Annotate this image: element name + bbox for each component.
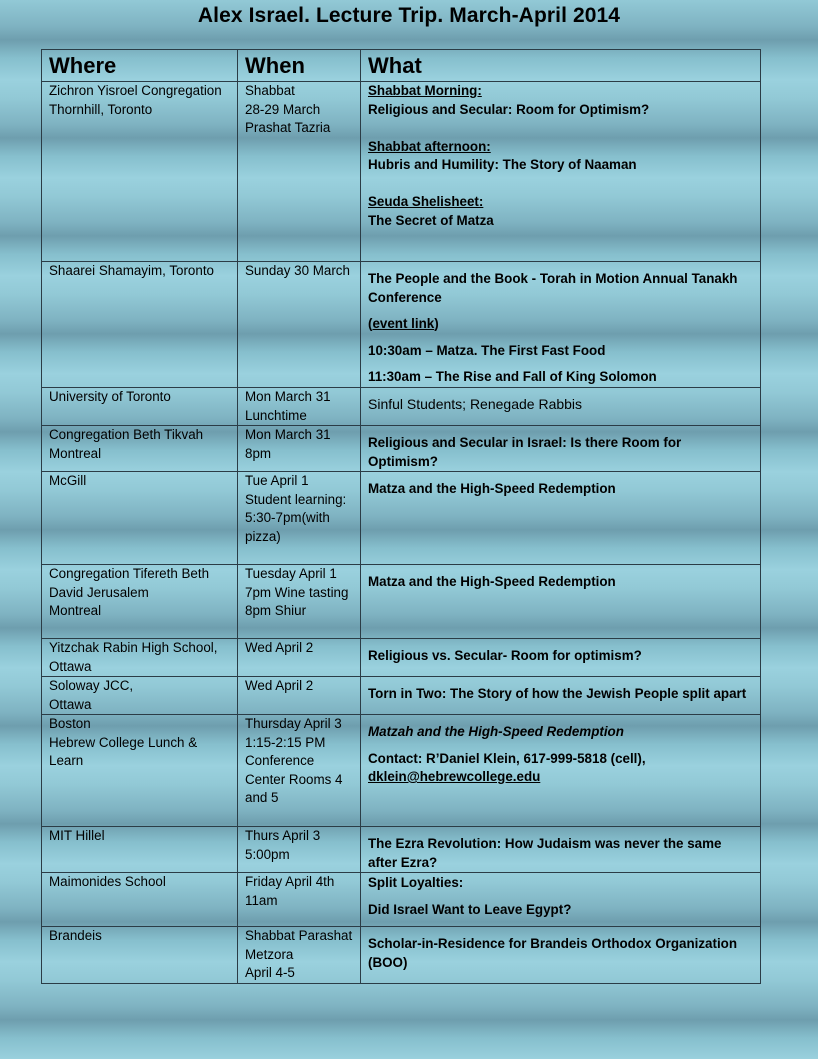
where-line: Congregation Tifereth Beth: [49, 566, 210, 581]
when-line: 28-29 March: [245, 101, 321, 117]
where-line: Brandeis: [49, 928, 102, 943]
what-cell: [361, 927, 761, 984]
header-when: When: [238, 50, 361, 82]
table-row: [42, 262, 761, 388]
page-title: Alex Israel. Lecture Trip. March-April 2014: [197, 4, 621, 27]
lecture-title: Religious and Secular in Israel: Is there Room for Optimism?: [368, 435, 682, 469]
when-cell: [238, 715, 361, 827]
when-line: 7pm Wine tasting: [245, 584, 349, 600]
table-row: [42, 426, 761, 472]
when-line: Tuesday April 1: [245, 566, 337, 581]
table-header-row: [42, 50, 761, 82]
where-cell: [42, 426, 238, 472]
what-cell: [361, 827, 761, 873]
when-line: Lunchtime: [245, 407, 307, 423]
lecture-title: 11:30am – The Rise and Fall of King Solomon: [368, 369, 657, 384]
table-row: [42, 927, 761, 984]
when-cell: [238, 426, 361, 472]
lecture-title: (BOO): [368, 954, 408, 970]
where-line: Ottawa: [49, 696, 92, 712]
when-line: Shabbat: [245, 83, 295, 98]
when-line: 5:00pm: [245, 846, 290, 862]
lecture-title: Scholar-in-Residence for Brandeis Orthodox Organization: [368, 936, 738, 951]
where-line: Congregation Beth Tikvah: [49, 427, 204, 442]
table-row: [42, 677, 761, 715]
what-cell: [361, 873, 761, 927]
what-cell: [361, 426, 761, 472]
contact-line: Contact: R’Daniel Klein, 617-999-5818 (cell),: [368, 750, 646, 766]
lecture-title: The People and the Book - Torah in Motion Annual Tanakh: [368, 271, 738, 286]
when-line: Conference: [245, 753, 315, 768]
table-row: [42, 873, 761, 927]
table-row: [42, 715, 761, 827]
where-line: Montreal: [49, 603, 102, 618]
what-cell: [361, 388, 761, 426]
where-line: Thornhill, Toronto: [49, 101, 153, 117]
where-line: Shaarei Shamayim, Toronto: [49, 263, 214, 278]
session-heading: Shabbat Morning:: [368, 83, 482, 98]
what-cell: [361, 472, 761, 565]
when-line: 1:15-2:15 PM: [245, 734, 326, 750]
where-line: MIT Hillel: [49, 828, 105, 843]
when-cell: [238, 262, 361, 388]
where-cell: [42, 677, 238, 715]
when-line: Thurs April 3: [245, 828, 321, 843]
when-cell: [238, 677, 361, 715]
paren-open: (: [368, 316, 373, 331]
when-cell: [238, 472, 361, 565]
when-line: Center Rooms 4: [245, 771, 343, 787]
when-line: and 5: [245, 790, 279, 805]
when-line: Mon March 31: [245, 427, 331, 442]
when-line: 11am: [245, 892, 278, 908]
where-line: University of Toronto: [49, 389, 171, 404]
lecture-title: Did Israel Want to Leave Egypt?: [368, 901, 572, 917]
when-cell: [238, 927, 361, 984]
what-cell: [361, 715, 761, 827]
lecture-title: Religious and Secular: Room for Optimism?: [368, 101, 650, 117]
when-line: 8pm Shiur: [245, 603, 307, 618]
when-cell: [238, 827, 361, 873]
when-line: Prashat Tazria: [245, 120, 331, 135]
when-line: Metzora: [245, 946, 294, 962]
lecture-title: Torn in Two: The Story of how the Jewish People split apart: [368, 686, 747, 701]
table-row: [42, 639, 761, 677]
where-cell: [42, 927, 238, 984]
table-row: [42, 82, 761, 262]
lecture-schedule-table: [41, 49, 761, 984]
lecture-title: Matza and the High-Speed Redemption: [368, 574, 616, 589]
when-line: Wed April 2: [245, 640, 314, 655]
when-line: Wed April 2: [245, 678, 314, 693]
where-line: Soloway JCC,: [49, 678, 134, 693]
when-line: Shabbat Parashat: [245, 928, 353, 943]
lecture-title: 10:30am – Matza. The First Fast Food: [368, 342, 606, 358]
when-cell: [238, 388, 361, 426]
session-heading: Seuda Shelisheet:: [368, 194, 484, 209]
where-line: Boston: [49, 716, 91, 731]
where-line: Montreal: [49, 445, 102, 461]
table-row: [42, 827, 761, 873]
when-line: Thursday April 3: [245, 716, 342, 731]
table-row: [42, 565, 761, 639]
what-cell: [361, 677, 761, 715]
what-cell: [361, 82, 761, 262]
where-cell: [42, 565, 238, 639]
when-line: 5:30-7pm(with: [245, 510, 330, 525]
header-what: What: [361, 50, 761, 82]
what-cell: [361, 262, 761, 388]
when-line: Tue April 1: [245, 473, 309, 488]
where-line: Hebrew College Lunch &: [49, 734, 198, 750]
where-line: Yitzchak Rabin High School,: [49, 640, 218, 655]
lecture-title: Sinful Students; Renegade Rabbis: [368, 396, 583, 412]
when-cell: [238, 565, 361, 639]
paren-close: ): [434, 316, 439, 331]
when-cell: [238, 873, 361, 927]
lecture-title: after Ezra?: [368, 854, 438, 870]
lecture-title: Religious vs. Secular- Room for optimism?: [368, 648, 642, 663]
where-cell: [42, 472, 238, 565]
header-where: Where: [42, 50, 238, 82]
event-link[interactable]: event link: [372, 316, 435, 331]
where-cell: [42, 388, 238, 426]
where-cell: [42, 715, 238, 827]
contact-email-link[interactable]: dklein@hebrewcollege.edu: [368, 769, 541, 784]
lecture-title: Hubris and Humility: The Story of Naaman: [368, 157, 637, 172]
what-cell: [361, 639, 761, 677]
where-cell: [42, 827, 238, 873]
when-line: April 4-5: [245, 965, 295, 980]
where-line: Zichron Yisroel Congregation: [49, 83, 222, 98]
when-line: 8pm: [245, 445, 272, 461]
session-heading: Shabbat afternoon:: [368, 138, 491, 154]
where-cell: [42, 262, 238, 388]
where-line: Ottawa: [49, 658, 92, 674]
where-cell: [42, 873, 238, 927]
when-cell: [238, 639, 361, 677]
where-line: Maimonides School: [49, 874, 166, 889]
when-line: Mon March 31: [245, 389, 331, 404]
where-cell: [42, 82, 238, 262]
lecture-title: Split Loyalties:: [368, 875, 464, 890]
lecture-title: The Secret of Matza: [368, 212, 494, 228]
lecture-title: Matzah and the High-Speed Redemption: [368, 724, 624, 739]
event-link-line: [368, 315, 753, 334]
where-cell: [42, 639, 238, 677]
when-line: Sunday 30 March: [245, 263, 350, 278]
lecture-title: The Ezra Revolution: How Judaism was never the same: [368, 836, 722, 851]
when-line: pizza): [245, 528, 281, 544]
table-row: [42, 388, 761, 426]
where-line: McGill: [49, 473, 87, 488]
table-row: [42, 472, 761, 565]
when-line: Friday April 4th: [245, 874, 335, 889]
what-cell: [361, 565, 761, 639]
where-line: David Jerusalem: [49, 584, 149, 600]
when-cell: [238, 82, 361, 262]
where-line: Learn: [49, 753, 84, 768]
lecture-title: Matza and the High-Speed Redemption: [368, 481, 616, 496]
when-line: Student learning:: [245, 491, 347, 507]
lecture-title: Conference: [368, 289, 442, 305]
